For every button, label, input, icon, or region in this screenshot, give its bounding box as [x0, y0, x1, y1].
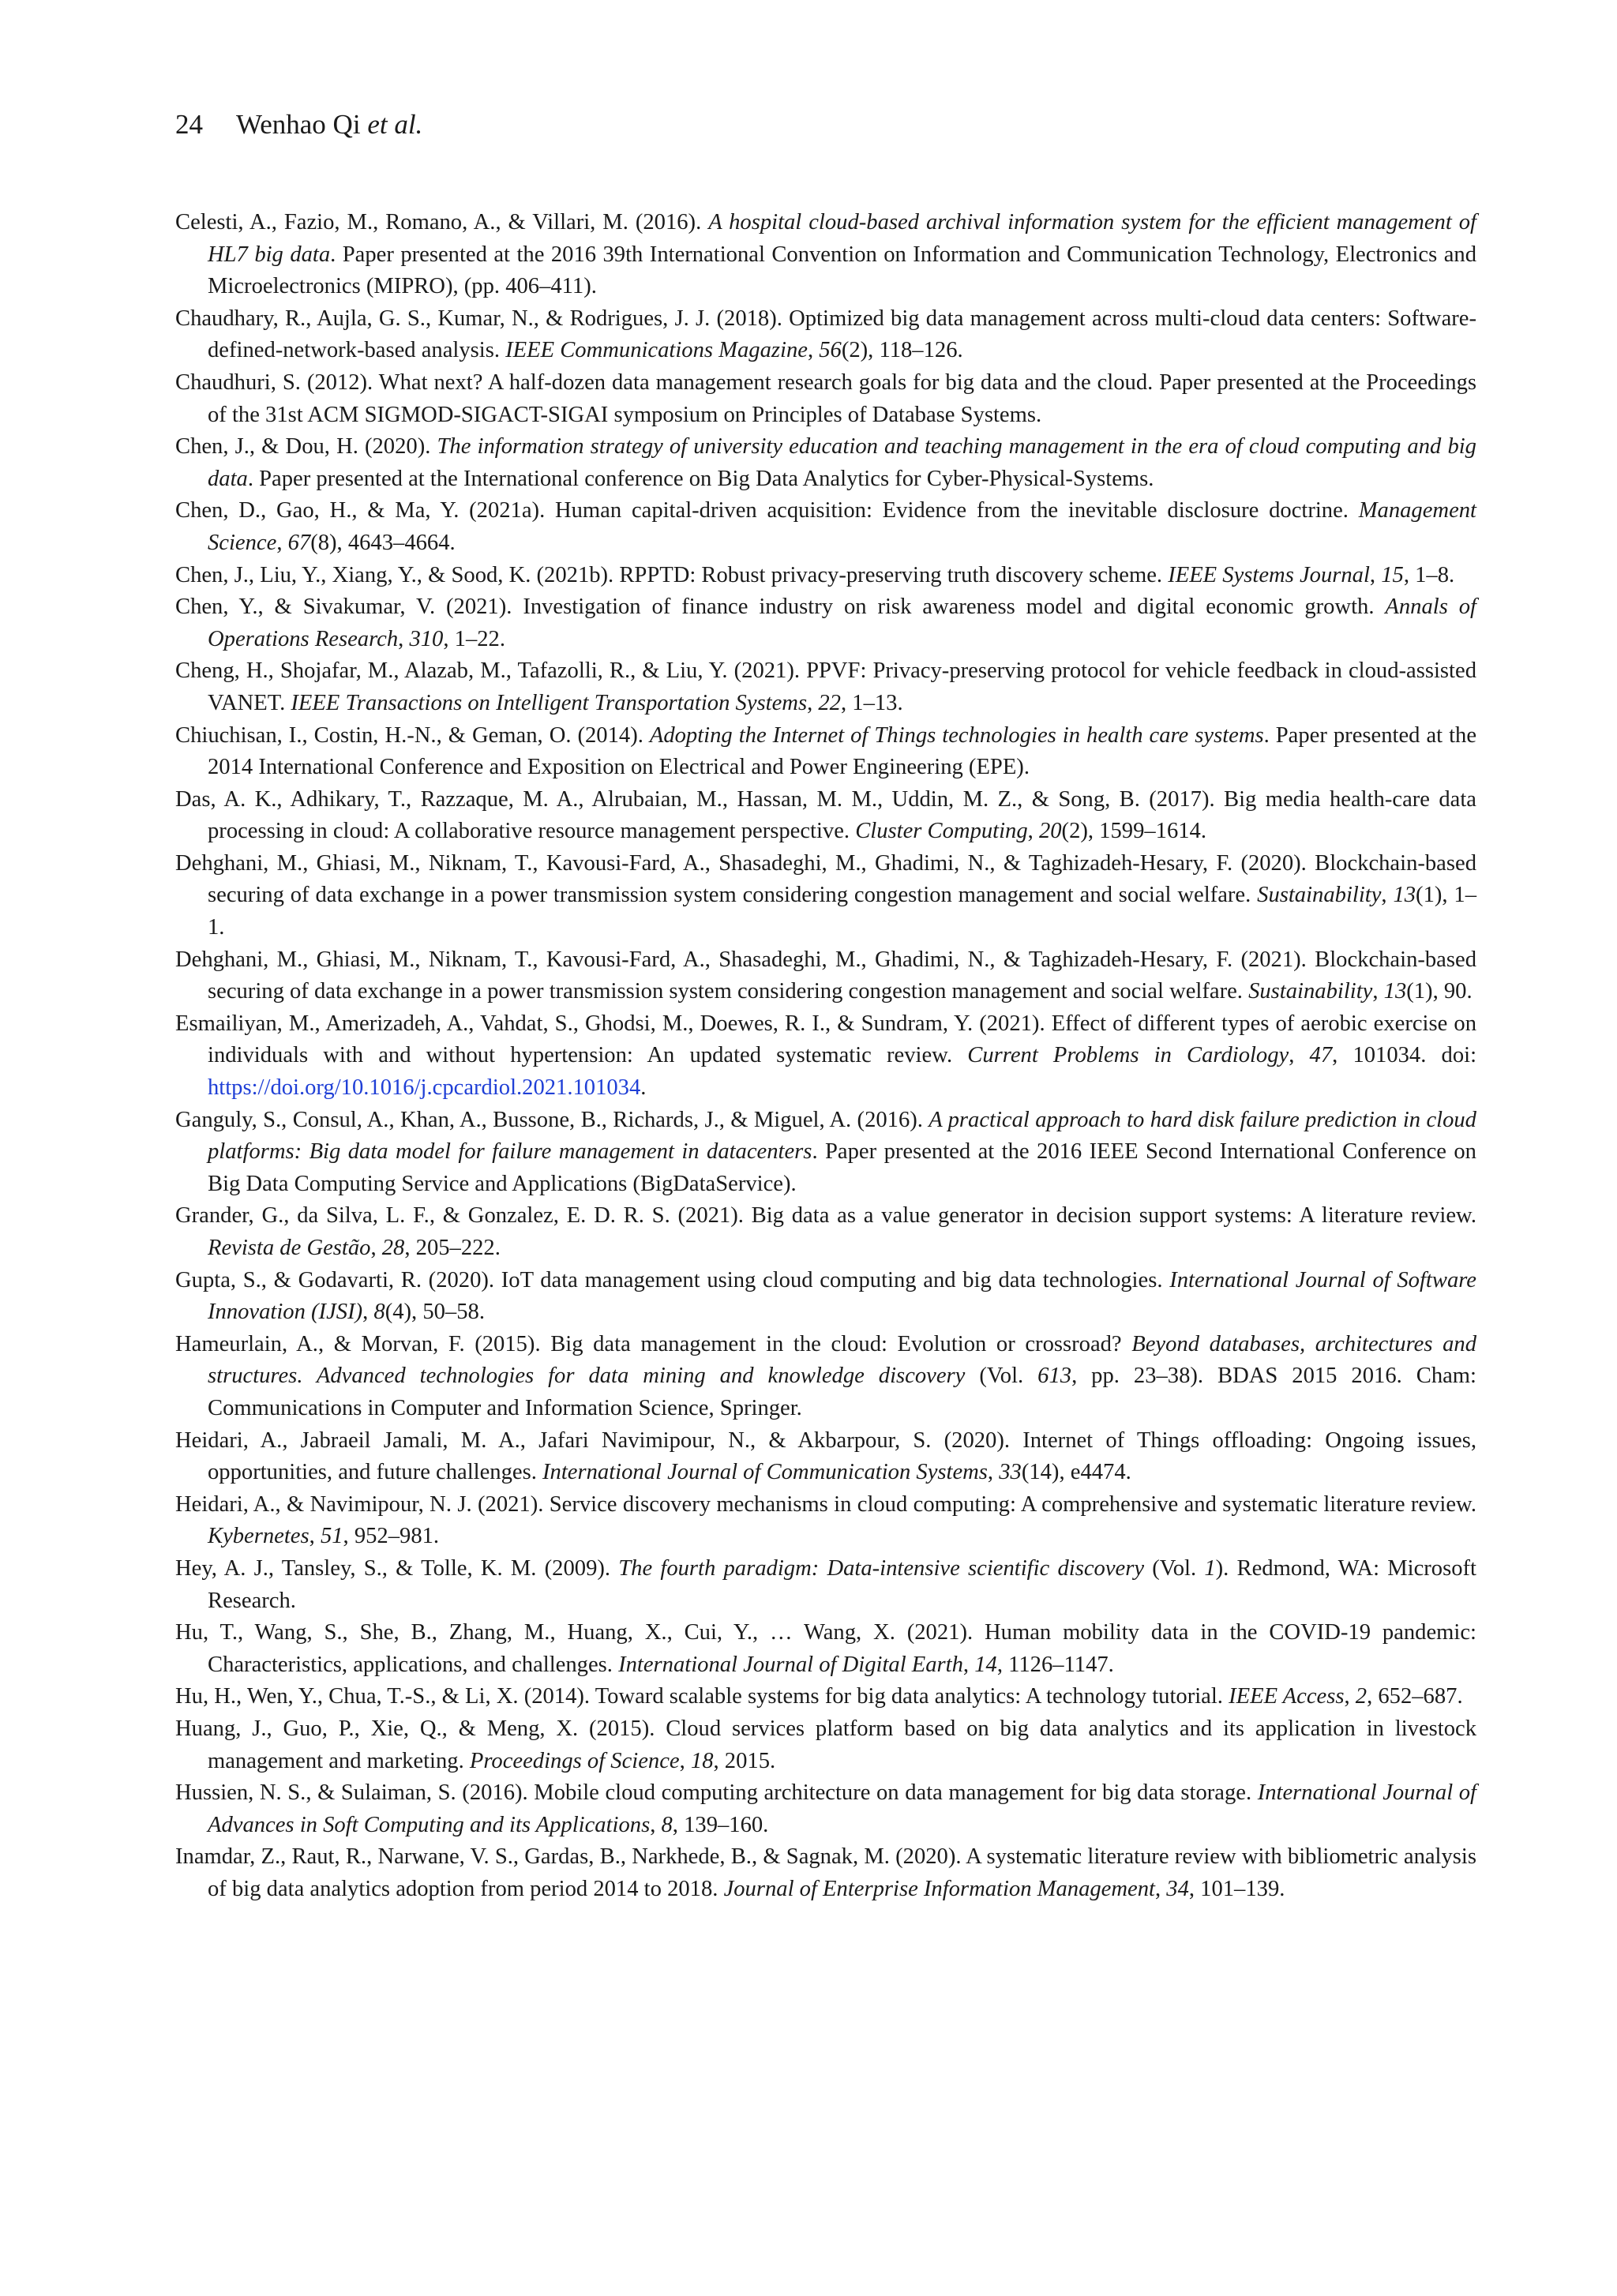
reference-italic-text: 34 [1166, 1876, 1189, 1901]
reference-entry [175, 1553, 1476, 1617]
reference-text: , [1381, 883, 1394, 908]
reference-entry [175, 560, 1476, 592]
reference-entry [175, 431, 1476, 495]
reference-text: , 2015. [713, 1748, 776, 1773]
reference-text: , 101–139. [1188, 1876, 1285, 1901]
reference-italic-text: 310 [409, 626, 444, 651]
reference-text: Chiuchisan, I., Costin, H.-N., & Geman, O. (2014). [175, 722, 650, 748]
page-number: 24 [175, 109, 203, 140]
reference-text: , [987, 1460, 1000, 1485]
reference-italic-text: International Journal of Software Innovation (IJSI) [208, 1267, 1476, 1325]
reference-text: Chen, D., Gao, H., & Ma, Y. (2021a). Human capital-driven acquisition: Evidence from the inevitable disclosure doctrine. [175, 498, 1359, 523]
reference-text: . Paper presented at the International conference on Big Data Analytics for Cyber-Physical-Systems. [247, 466, 1154, 491]
reference-text: Dehghani, M., Ghiasi, M., Niknam, T., Kavousi-Fard, A., Shasadeghi, M., Ghadimi, N., & Taghizadeh-Hesary, F. (2020). Blockchain-based securing of data exchange in a power transmission system considering congestion management and social welfare. [175, 850, 1476, 908]
reference-text: (2), 118–126. [841, 338, 963, 363]
reference-text: (1), 90. [1406, 979, 1473, 1004]
reference-italic-text: 20 [1038, 819, 1062, 844]
reference-italic-text: International Journal of Digital Earth [618, 1652, 963, 1677]
reference-entry [175, 1617, 1476, 1681]
reference-entry [175, 1777, 1476, 1841]
reference-text: , [1369, 562, 1382, 587]
reference-text: , [650, 1812, 662, 1837]
reference-italic-text: Sustainability [1257, 883, 1382, 908]
reference-text: (Vol. [965, 1364, 1038, 1389]
reference-entry [175, 784, 1476, 848]
reference-text: Celesti, A., Fazio, M., Romano, A., & Villari, M. (2016). [175, 210, 709, 234]
reference-text: , [1027, 819, 1039, 844]
reference-italic-text: 51 [320, 1524, 343, 1549]
running-header-etal: et al. [367, 109, 423, 140]
reference-text: Hu, T., Wang, S., She, B., Zhang, M., Huang, X., Cui, Y., … Wang, X. (2021). Human mobility data in the COVID-19 pandemic: Characteristics, applications, and challenges. [175, 1620, 1476, 1677]
reference-italic-text: A practical approach to hard disk failure prediction in cloud platforms: Big data model for failure management in datacenters [208, 1107, 1476, 1165]
reference-text: , [807, 338, 820, 363]
reference-text: Heidari, A., & Navimipour, N. J. (2021). Service discovery mechanisms in cloud computing: A comprehensive and systematic literature review. [175, 1491, 1476, 1517]
reference-entry [175, 1681, 1476, 1713]
reference-entry [175, 1329, 1476, 1425]
reference-italic-text: 47 [1309, 1043, 1333, 1068]
reference-text: , [1154, 1876, 1167, 1901]
reference-text: Heidari, A., Jabraeil Jamali, M. A., Jafari Navimipour, N., & Akbarpour, S. (2020). Internet of Things offloading: Ongoing issues, opportunities, and future challenges. [175, 1427, 1476, 1485]
reference-text: , 952–981. [343, 1524, 440, 1549]
reference-text: Dehghani, M., Ghiasi, M., Niknam, T., Kavousi-Fard, A., Shasadeghi, M., Ghadimi, N., & Taghizadeh-Hesary, F. (2021). Blockchain-based securing of data exchange in a power transmission system considering congestion management and social welfare. [175, 947, 1476, 1004]
reference-entry [175, 848, 1476, 944]
reference-italic-text: IEEE Systems Journal [1168, 562, 1370, 587]
reference-italic-text: Revista de Gestão [208, 1236, 371, 1260]
reference-text: (4), 50–58. [385, 1300, 485, 1325]
reference-entry [175, 1200, 1476, 1264]
reference-text: Chaudhary, R., Aujla, G. S., Kumar, N., & Rodrigues, J. J. (2018). Optimized big data management across multi-cloud data centers: Software-defined-network-based analysis. [175, 306, 1476, 363]
reference-text: Inamdar, Z., Raut, R., Narwane, V. S., Gardas, B., Narkhede, B., & Sagnak, M. (2020). A systematic literature review with bibliometric analysis of big data analytics adoption from period 2014 to 2018. [175, 1844, 1476, 1901]
reference-entry [175, 1008, 1476, 1105]
reference-italic-text: IEEE Transactions on Intelligent Transportation Systems [291, 690, 808, 715]
reference-text: (2), 1599–1614. [1061, 819, 1207, 844]
reference-text: Hussien, N. S., & Sulaiman, S. (2016). Mobile cloud computing architecture on data management for big data storage. [175, 1780, 1258, 1806]
reference-text: Ganguly, S., Consul, A., Khan, A., Bussone, B., Richards, J., & Miguel, A. (2016). [175, 1107, 929, 1132]
reference-italic-text: 8 [373, 1300, 385, 1325]
reference-text: , [679, 1748, 691, 1773]
reference-entry [175, 1489, 1476, 1553]
reference-italic-text: 13 [1393, 883, 1416, 908]
running-header [175, 107, 422, 142]
reference-text: , 1–8. [1403, 562, 1455, 587]
reference-entry [175, 207, 1476, 303]
reference-entry [175, 720, 1476, 784]
reference-text: , [962, 1652, 975, 1677]
reference-entry [175, 1841, 1476, 1905]
reference-text: , [1344, 1684, 1356, 1709]
reference-list [175, 207, 1476, 1905]
reference-text: (Vol. [1144, 1555, 1205, 1581]
reference-italic-text: 15 [1381, 562, 1404, 587]
reference-entry [175, 655, 1476, 719]
reference-text: (14), e4474. [1021, 1460, 1131, 1485]
reference-entry [175, 367, 1476, 431]
reference-italic-text: 2 [1355, 1684, 1368, 1709]
reference-italic-text: IEEE Communications Magazine [505, 338, 808, 363]
reference-text: Huang, J., Guo, P., Xie, Q., & Meng, X. (2015). Cloud services platform based on big data analytics and its application in livestock management and marketing. [175, 1716, 1476, 1773]
reference-italic-text: Management Science [208, 498, 1476, 555]
reference-entry [175, 1425, 1476, 1489]
reference-text: , 139–160. [672, 1812, 769, 1837]
reference-text: Chen, Y., & Sivakumar, V. (2021). Investigation of finance industry on risk awareness model and digital economic growth. [175, 595, 1386, 620]
reference-text: Chen, J., Liu, Y., Xiang, Y., & Sood, K. (2021b). RPPTD: Robust privacy-preserving truth discovery scheme. [175, 562, 1169, 587]
reference-text: Chaudhuri, S. (2012). What next? A half-dozen data management research goals for big data and the cloud. Paper presented at the Proceedings of the 31st ACM SIGMOD-SIGACT-SIGAI symposium on Principles of Database Systems. [175, 370, 1476, 427]
reference-italic-text: Cluster Computing [855, 819, 1028, 844]
reference-italic-text: Sustainability [1248, 979, 1373, 1004]
reference-italic-text: Journal of Enterprise Information Management [723, 1876, 1155, 1901]
reference-text: . [640, 1075, 647, 1101]
reference-entry [175, 1265, 1476, 1329]
reference-text: . Paper presented at the 2016 IEEE Second International Conference on Big Data Computing Service and Applications (BigDataService). [208, 1139, 1476, 1196]
reference-text: , [1372, 979, 1384, 1004]
reference-entry [175, 591, 1476, 655]
reference-italic-text: 1 [1204, 1555, 1216, 1581]
reference-italic-text: 13 [1383, 979, 1407, 1004]
reference-italic-text: 14 [974, 1652, 997, 1677]
reference-text: Cheng, H., Shojafar, M., Alazab, M., Tafazolli, R., & Liu, Y. (2021). PPVF: Privacy-preserving protocol for vehicle feedback in cloud-assisted VANET. [175, 658, 1476, 715]
reference-text: ). Redmond, WA: Microsoft Research. [208, 1555, 1476, 1613]
reference-text: , pp. 23–38). BDAS 2015 2016. Cham: Communications in Computer and Information Science, Springer. [208, 1364, 1476, 1420]
reference-entry [175, 495, 1476, 559]
reference-text: , 101034. doi: [1332, 1043, 1477, 1068]
reference-text: . Paper presented at the 2016 39th International Convention on Information and Communication Technology, Electronics and Microelectronics (MIPRO), (pp. 406–411). [208, 242, 1476, 299]
reference-entry [175, 944, 1476, 1008]
running-header-authors: Wenhao Qi [236, 109, 368, 140]
reference-text: (1), 1–1. [208, 883, 1477, 940]
reference-text: Esmailiyan, M., Amerizadeh, A., Vahdat, S., Ghodsi, M., Doewes, R. I., & Sundram, Y. (2021). Effect of different types of aerobic exercise on individuals with and without hypertension: An updated systematic review. [175, 1011, 1476, 1068]
reference-text: , [362, 1300, 374, 1325]
reference-italic-text: A hospital cloud-based archival information system for the efficient management of HL7 big data [208, 210, 1476, 267]
reference-italic-text: 613 [1037, 1364, 1072, 1389]
reference-text: , [309, 1524, 321, 1549]
reference-text: , [370, 1236, 382, 1260]
reference-italic-text: 28 [381, 1236, 405, 1260]
reference-entry [175, 1713, 1476, 1777]
reference-italic-text: Proceedings of Science [469, 1748, 680, 1773]
reference-entry [175, 303, 1476, 367]
reference-italic-text: 22 [818, 690, 841, 715]
reference-italic-text: Beyond databases, architectures and structures. Advanced technologies for data mining and knowledge discovery [208, 1331, 1476, 1389]
reference-text: Hey, A. J., Tansley, S., & Tolle, K. M. (2009). [175, 1555, 619, 1581]
reference-italic-text: International Journal of Communication Systems [542, 1460, 988, 1485]
reference-text: , [398, 626, 410, 651]
reference-italic-text: 56 [819, 338, 842, 363]
reference-text: Hameurlain, A., & Morvan, F. (2015). Big data management in the cloud: Evolution or crossroad? [175, 1331, 1132, 1356]
reference-italic-text: 8 [661, 1812, 673, 1837]
reference-text: , 205–222. [404, 1236, 501, 1260]
reference-text: , 1–22. [443, 626, 505, 651]
reference-italic-text: 67 [287, 530, 311, 555]
reference-text: . Paper presented at the 2014 International Conference and Exposition on Electrical and Power Engineering (EPE). [208, 722, 1477, 780]
reference-text: , [807, 690, 819, 715]
reference-italic-text: The information strategy of university education and teaching management in the era of cloud computing and big data [208, 434, 1476, 491]
reference-italic-text: Adopting the Internet of Things technologies in health care systems [649, 722, 1264, 748]
reference-italic-text: 33 [999, 1460, 1022, 1485]
reference-italic-text: Kybernetes [208, 1524, 310, 1549]
reference-text: , 1126–1147. [996, 1652, 1114, 1677]
reference-text: , [276, 530, 288, 555]
reference-text: Gupta, S., & Godavarti, R. (2020). IoT data management using cloud computing and big data technologies. [175, 1267, 1170, 1292]
reference-italic-text: 18 [690, 1748, 714, 1773]
reference-italic-text: International Journal of Advances in Soft Computing and its Applications [208, 1780, 1476, 1837]
reference-italic-text: Current Problems in Cardiology [967, 1043, 1289, 1068]
reference-text: (8), 4643–4664. [310, 530, 456, 555]
reference-italic-text: Annals of Operations Research [208, 595, 1476, 651]
reference-entry [175, 1105, 1476, 1201]
reference-text: Grander, G., da Silva, L. F., & Gonzalez, E. D. R. S. (2021). Big data as a value generator in decision support systems: A literature review. [175, 1203, 1476, 1229]
reference-text: , 652–687. [1367, 1684, 1463, 1709]
reference-italic-text: IEEE Access [1229, 1684, 1345, 1709]
reference-text: Chen, J., & Dou, H. (2020). [175, 434, 437, 460]
reference-text: Das, A. K., Adhikary, T., Razzaque, M. A., Alrubaian, M., Hassan, M. M., Uddin, M. Z., & Song, B. (2017). Big media health-care data processing in cloud: A collaborative resource management perspective. [175, 786, 1476, 844]
reference-italic-text: The fourth paradigm: Data-intensive scientific discovery [618, 1555, 1145, 1581]
reference-text: , [1289, 1043, 1310, 1068]
reference-text: , 1–13. [840, 690, 903, 715]
doi-link[interactable]: https://doi.org/10.1016/j.cpcardiol.2021.101034 [208, 1075, 641, 1101]
reference-text: Hu, H., Wen, Y., Chua, T.-S., & Li, X. (2014). Toward scalable systems for big data analytics: A technology tutorial. [175, 1684, 1229, 1709]
